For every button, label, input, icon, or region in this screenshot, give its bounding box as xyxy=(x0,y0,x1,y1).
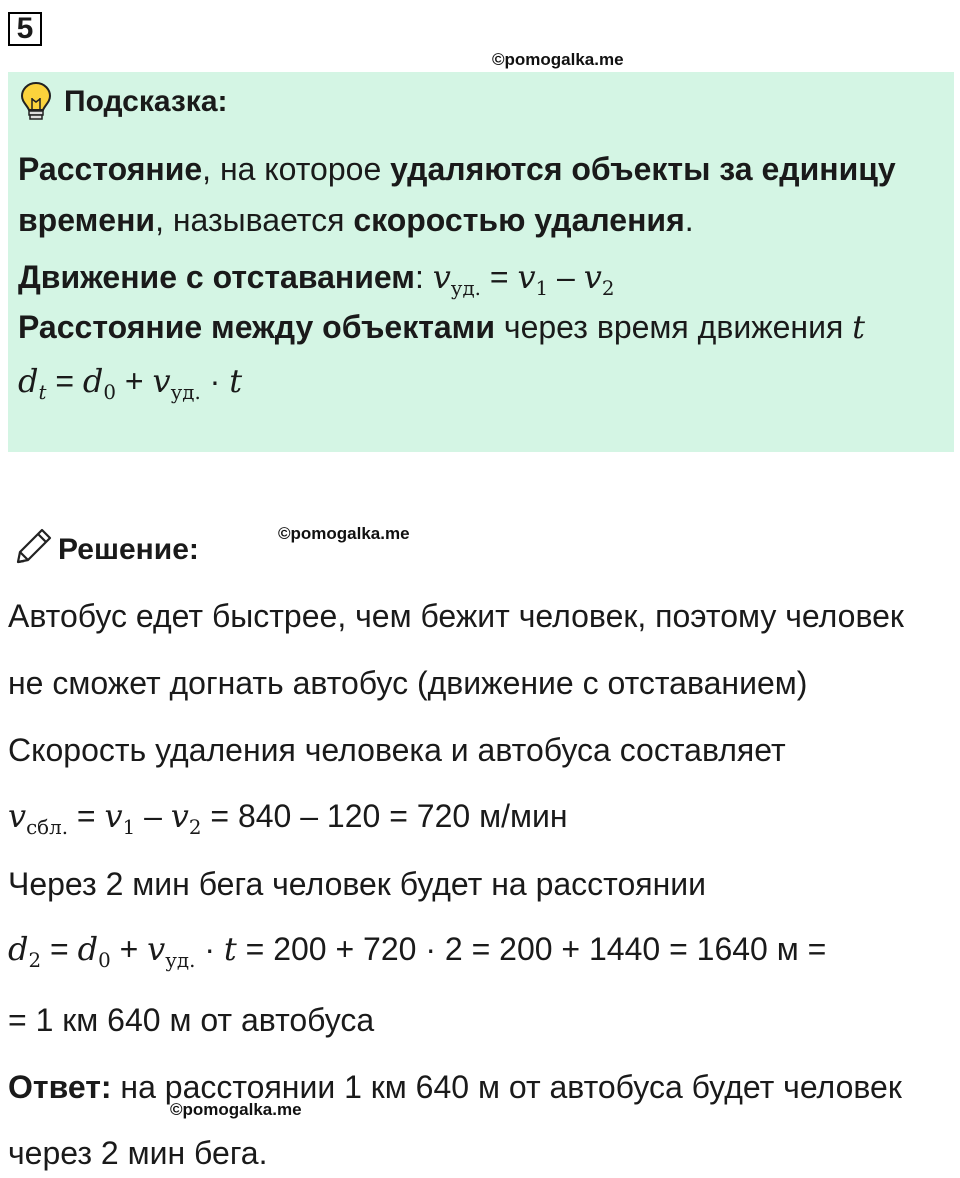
subscript: 0 xyxy=(98,948,111,972)
hint-term: удаляются объекты за единицу xyxy=(390,151,896,187)
formula xyxy=(18,362,47,404)
solution-paragraph: Через 2 мин бега человек будет на расстоянии xyxy=(8,866,706,902)
hint-term: Движение с отставанием xyxy=(18,259,415,295)
hint-line-3 xyxy=(18,257,614,309)
watermark: ©pomogalka.me xyxy=(170,1100,302,1119)
hint-term: времени xyxy=(18,202,156,238)
operator: + xyxy=(110,931,148,967)
solution-title: Решение: xyxy=(58,533,199,566)
formula xyxy=(583,258,615,300)
formula xyxy=(8,797,69,839)
var: d xyxy=(18,362,39,400)
formula xyxy=(170,797,202,839)
formula xyxy=(147,930,196,972)
var: v xyxy=(147,930,166,968)
hint-line-2 xyxy=(18,200,694,240)
var: v xyxy=(432,258,451,296)
hint-text: . xyxy=(684,202,694,238)
subscript: уд. xyxy=(165,948,196,972)
formula xyxy=(517,258,549,300)
subscript: 2 xyxy=(601,276,615,300)
pencil-icon xyxy=(10,526,54,575)
operator: – xyxy=(548,259,584,295)
operator: · xyxy=(195,931,224,967)
var: t xyxy=(223,930,237,968)
subscript: сбл. xyxy=(26,815,69,839)
answer-line xyxy=(8,1067,902,1107)
operator: = xyxy=(41,931,78,967)
hint-text: : xyxy=(414,259,433,295)
watermark: ©pomogalka.me xyxy=(492,50,624,69)
var: v xyxy=(152,362,171,400)
operator: · xyxy=(200,363,230,399)
subscript: 2 xyxy=(188,815,202,839)
var: v xyxy=(8,797,27,835)
subscript: уд. xyxy=(450,276,481,300)
operator: – xyxy=(135,798,171,834)
formula xyxy=(77,930,111,972)
task-number: 5 xyxy=(8,12,42,46)
subscript: t xyxy=(38,380,47,404)
subscript: 2 xyxy=(28,948,42,972)
hint-line-4 xyxy=(18,307,865,347)
formula xyxy=(432,258,481,300)
var: v xyxy=(170,797,189,835)
solution-formula-2 xyxy=(8,929,826,981)
hint-line-1 xyxy=(18,149,896,189)
answer-text: на расстоянии 1 км 640 м от автобуса будет человек xyxy=(111,1069,902,1105)
var: v xyxy=(104,797,123,835)
hint-term: Расстояние между объектами xyxy=(18,309,496,345)
operator: = xyxy=(46,363,83,399)
computation: = 840 – 120 = 720 м/мин xyxy=(201,798,568,834)
watermark: ©pomogalka.me xyxy=(278,524,410,543)
operator: = xyxy=(480,259,518,295)
lightbulb-icon xyxy=(18,80,54,127)
answer-label: Ответ: xyxy=(8,1069,112,1105)
hint-term: Расстояние xyxy=(18,151,203,187)
var: t xyxy=(229,362,243,400)
answer-line-2: через 2 мин бега. xyxy=(8,1135,268,1171)
var: t xyxy=(852,308,866,346)
hint-text: через время движения xyxy=(495,309,853,345)
var: d xyxy=(82,362,104,400)
formula xyxy=(82,362,117,404)
formula xyxy=(8,930,42,972)
formula xyxy=(104,797,136,839)
subscript: 1 xyxy=(535,276,549,300)
solution-paragraph: = 1 км 640 м от автобуса xyxy=(8,1002,375,1038)
formula xyxy=(152,362,201,404)
hint-title: Подсказка: xyxy=(64,85,228,118)
hint-term: скоростью удаления xyxy=(353,202,685,238)
solution-paragraph: Скорость удаления человека и автобуса составляет xyxy=(8,732,786,768)
solution-formula-1 xyxy=(8,796,568,848)
subscript: 0 xyxy=(103,380,117,404)
solution-paragraph: Автобус едет быстрее, чем бежит человек, поэтому человек xyxy=(8,598,904,634)
var: d xyxy=(8,930,29,968)
computation: = 200 + 720 · 2 = 200 + 1440 = 1640 м = xyxy=(236,931,827,967)
subscript: 1 xyxy=(122,815,136,839)
hint-line-5 xyxy=(18,361,242,413)
var: d xyxy=(77,930,99,968)
var: v xyxy=(517,258,536,296)
hint-text: , на которое xyxy=(202,151,391,187)
var: v xyxy=(583,258,602,296)
operator: + xyxy=(116,363,153,399)
hint-text: , называется xyxy=(155,202,354,238)
operator: = xyxy=(68,798,105,834)
subscript: уд. xyxy=(170,380,201,404)
solution-paragraph: не сможет догнать автобус (движение с отставанием) xyxy=(8,665,808,701)
